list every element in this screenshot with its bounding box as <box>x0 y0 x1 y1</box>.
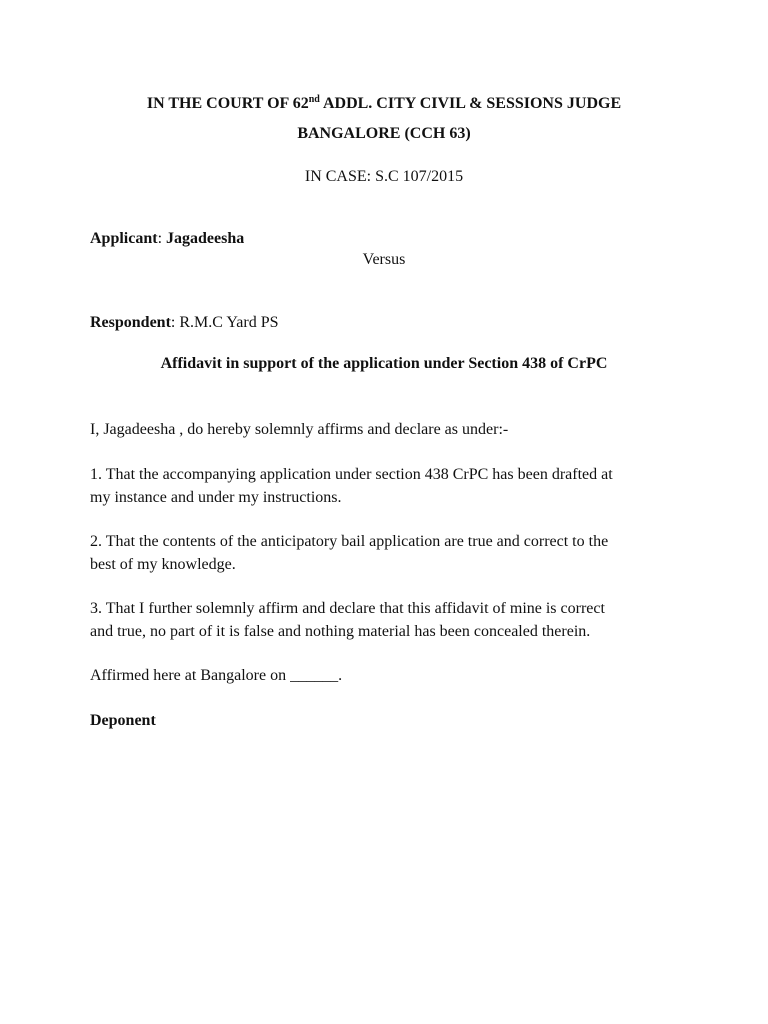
deponent-label: Deponent <box>90 712 156 729</box>
paragraph-2-line-1: 2. That the contents of the anticipatory bail application are true and correct to the <box>90 533 609 550</box>
court-heading-ordinal-suffix: nd <box>308 94 320 105</box>
applicant-name: Jagadeesha <box>166 230 245 247</box>
respondent-separator: : <box>170 314 180 331</box>
applicant-label: Applicant <box>90 230 158 247</box>
affirmation-line: Affirmed here at Bangalore on ______. <box>90 667 343 684</box>
paragraph-1-line-2: my instance and under my instructions. <box>90 489 342 506</box>
case-number: IN CASE: S.C 107/2015 <box>304 168 464 185</box>
respondent-name: R.M.C Yard PS <box>179 314 279 331</box>
respondent-label: Respondent <box>90 314 171 331</box>
court-heading-line-1 <box>0 92 768 116</box>
declaration-intro: I, Jagadeesha , do hereby solemnly affirms and declare as under:- <box>90 421 509 438</box>
paragraph-3-line-2: and true, no part of it is false and nothing material has been concealed therein. <box>90 623 591 640</box>
court-heading-suffix: ADDL. CITY CIVIL & SESSIONS JUDGE <box>319 95 622 112</box>
paragraph-2-line-2: best of my knowledge. <box>90 556 236 573</box>
respondent-line <box>90 311 690 335</box>
versus-text: Versus <box>362 251 406 268</box>
applicant-separator: : <box>157 230 167 247</box>
paragraph-1-line-1: 1. That the accompanying application under section 438 CrPC has been drafted at <box>90 466 613 483</box>
paragraph-3-line-1: 3. That I further solemnly affirm and declare that this affidavit of mine is correct <box>90 600 605 617</box>
affidavit-title: Affidavit in support of the application under Section 438 of CrPC <box>160 355 608 372</box>
court-heading-line-2: BANGALORE (CCH 63) <box>297 125 471 142</box>
court-heading-prefix: IN THE COURT OF 62 <box>146 95 309 112</box>
